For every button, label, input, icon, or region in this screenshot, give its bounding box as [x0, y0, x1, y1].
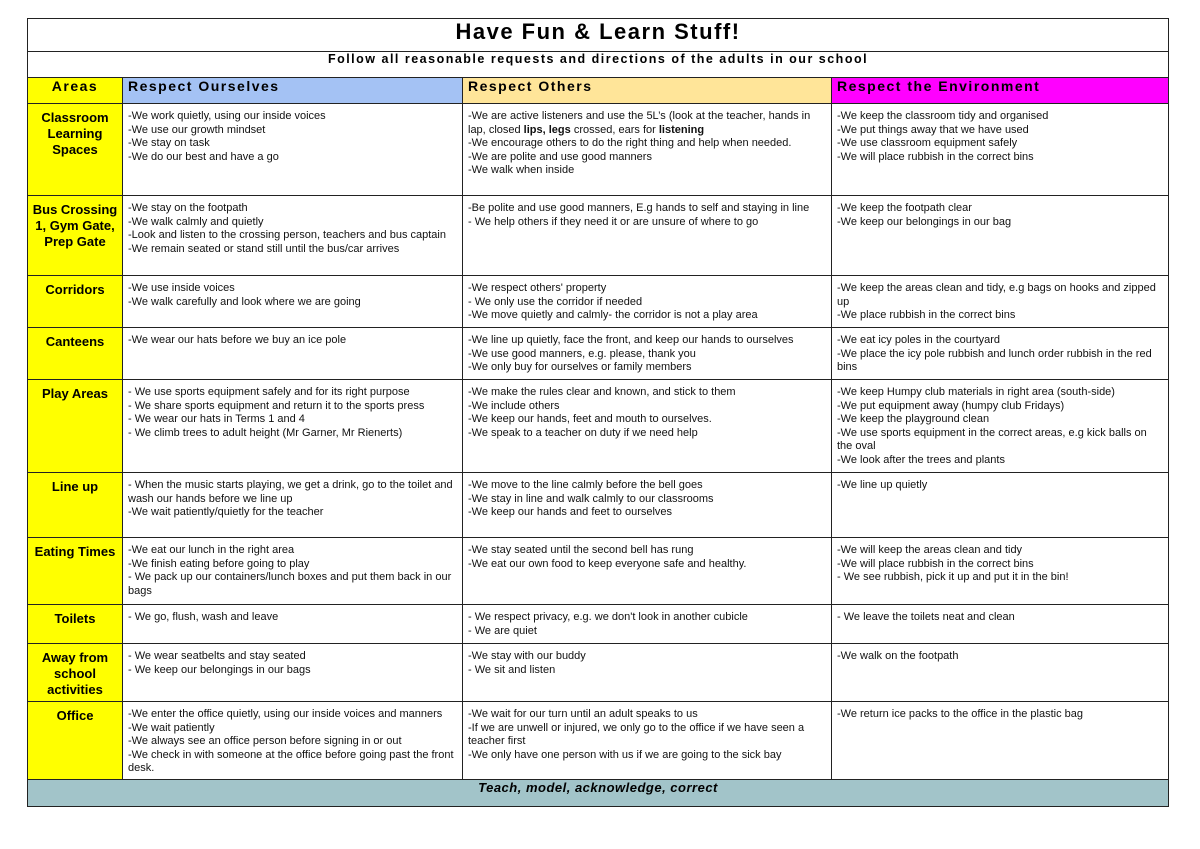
rule-line: -We look after the trees and plants	[837, 453, 1005, 466]
rule-cell-ourselves	[123, 380, 463, 473]
rule-cell-environment	[832, 605, 1169, 644]
rule-cell-ourselves	[123, 605, 463, 644]
rule-cell-environment	[832, 276, 1169, 328]
area-name: Toilets	[28, 605, 123, 644]
rule-line: -We move quietly and calmly- the corridor is not a play area	[468, 309, 758, 322]
rule-line: -We only buy for ourselves or family members	[468, 361, 692, 374]
rule-line: -We speak to a teacher on duty if we need help	[468, 426, 698, 439]
rule-cell-environment	[832, 702, 1169, 780]
rule-line: - We use sports equipment safely and for its right purpose	[128, 386, 410, 398]
rule-line: -We remain seated or stand still until the bus/car arrives	[128, 242, 400, 255]
rule-line: -We move to the line calmly before the bell goes	[468, 479, 703, 491]
page-subtitle: Follow all reasonable requests and directions of the adults in our school	[28, 52, 1169, 78]
rule-line: -We eat our lunch in the right area	[128, 544, 295, 556]
area-name: Away from school activities	[28, 644, 123, 702]
area-row	[28, 276, 1169, 328]
rule-line: -We walk calmly and quietly	[128, 215, 264, 228]
rule-line: -We use inside voices	[128, 282, 235, 294]
rule-line: - We pack up our containers/lunch boxes and put them back in our bags	[128, 571, 452, 597]
rule-cell-others	[463, 276, 832, 328]
rule-line: -We keep the classroom tidy and organised	[837, 110, 1049, 122]
rule-cell-environment	[832, 644, 1169, 702]
rule-cell-ourselves	[123, 473, 463, 538]
rule-line: -We only have one person with us if we are going to the sick bay	[468, 748, 782, 761]
rule-line: -We place the icy pole rubbish and lunch order rubbish in the red bins	[837, 347, 1152, 374]
rule-line: -We always see an office person before signing in or out	[128, 735, 402, 748]
rule-line: -We stay with our buddy	[468, 650, 586, 662]
rule-line: -We will keep the areas clean and tidy	[837, 544, 1023, 556]
rule-line: -We work quietly, using our inside voices	[128, 110, 326, 122]
area-row	[28, 605, 1169, 644]
title-row	[28, 19, 1169, 52]
rule-line: -We are polite and use good manners	[468, 150, 652, 163]
rule-line: -We put things away that we have used	[837, 123, 1029, 136]
rule-line: -We encourage others to do the right thing and help when needed.	[468, 137, 792, 150]
rule-line: -We use good manners, e.g. please, thank you	[468, 347, 696, 360]
rule-line: - We help others if they need it or are unsure of where to go	[468, 215, 759, 228]
rule-line: -We walk on the footpath	[837, 650, 959, 662]
rule-line: - We see rubbish, pick it up and put it in the bin!	[837, 571, 1069, 584]
rule-line: -We keep our hands, feet and mouth to ourselves.	[468, 413, 712, 426]
rule-line: - When the music starts playing, we get a drink, go to the toilet and wash our hands before we line up	[128, 479, 453, 505]
rule-line: -We return ice packs to the office in the plastic bag	[837, 708, 1084, 720]
rule-line: - We share sports equipment and return it to the sports press	[128, 399, 425, 412]
rule-line: -We stay on task	[128, 137, 210, 150]
page-title: Have Fun & Learn Stuff!	[28, 19, 1169, 52]
area-name: Corridors	[28, 276, 123, 328]
rule-cell-ourselves	[123, 644, 463, 702]
area-row	[28, 644, 1169, 702]
area-row	[28, 196, 1169, 276]
rule-line: - We are quiet	[468, 624, 537, 637]
rule-line: -We will place rubbish in the correct bins	[837, 150, 1034, 163]
rule-cell-others	[463, 702, 832, 780]
rule-line: -We respect others' property	[468, 282, 607, 294]
rule-line: -We walk carefully and look where we are going	[128, 295, 361, 308]
rule-line: -We finish eating before going to play	[128, 557, 310, 570]
rule-line: -We eat our own food to keep everyone safe and healthy.	[468, 557, 747, 570]
area-name: Canteens	[28, 328, 123, 380]
rule-line: -We put equipment away (humpy club Fridays)	[837, 399, 1065, 412]
rule-cell-environment	[832, 538, 1169, 605]
rule-line: -We use sports equipment in the correct areas, e.g kick balls on the oval	[837, 426, 1147, 453]
header-respect-others: Respect Others	[463, 78, 832, 104]
rule-cell-ourselves	[123, 328, 463, 380]
rule-cell-ourselves	[123, 276, 463, 328]
rule-cell-environment	[832, 328, 1169, 380]
area-name: Play Areas	[28, 380, 123, 473]
rule-cell-environment	[832, 104, 1169, 196]
area-row	[28, 702, 1169, 780]
rule-line: -We stay in line and walk calmly to our classrooms	[468, 492, 714, 505]
footer-text: Teach, model, acknowledge, correct	[28, 780, 1169, 807]
subtitle-row	[28, 52, 1169, 78]
rule-cell-ourselves	[123, 104, 463, 196]
rule-line: -We make the rules clear and known, and stick to them	[468, 386, 736, 398]
rule-line: - We climb trees to adult height (Mr Garner, Mr Rienerts)	[128, 426, 403, 439]
rule-line: -We include others	[468, 399, 560, 412]
area-name: Line up	[28, 473, 123, 538]
rule-cell-others	[463, 605, 832, 644]
header-areas: Areas	[28, 78, 123, 104]
footer-row	[28, 780, 1169, 807]
rule-line: - We leave the toilets neat and clean	[837, 611, 1015, 623]
rule-line: -We keep the areas clean and tidy, e.g bags on hooks and zipped up	[837, 282, 1156, 308]
area-name: Classroom Learning Spaces	[28, 104, 123, 196]
area-name: Bus Crossing 1, Gym Gate, Prep Gate	[28, 196, 123, 276]
rule-cell-others	[463, 380, 832, 473]
rule-line: -We line up quietly, face the front, and keep our hands to ourselves	[468, 334, 794, 346]
rule-line: -We keep our belongings in our bag	[837, 215, 1012, 228]
rule-cell-others	[463, 473, 832, 538]
rule-line: -We stay on the footpath	[128, 202, 248, 214]
rule-line: -We eat icy poles in the courtyard	[837, 334, 1001, 346]
rule-line: -We keep our hands and feet to ourselves	[468, 506, 673, 519]
area-name: Eating Times	[28, 538, 123, 605]
area-row	[28, 380, 1169, 473]
rule-line: -We check in with someone at the office before going past the front desk.	[128, 748, 454, 775]
rule-line: -We wait patiently	[128, 721, 215, 734]
rule-line: -We wait for our turn until an adult speaks to us	[468, 708, 698, 720]
rule-line: - We go, flush, wash and leave	[128, 611, 279, 623]
rule-line: - We wear seatbelts and stay seated	[128, 650, 306, 662]
rule-cell-others	[463, 328, 832, 380]
area-row	[28, 328, 1169, 380]
rule-line: - We wear our hats in Terms 1 and 4	[128, 413, 305, 426]
rule-line: -We keep Humpy club materials in right area (south-side)	[837, 386, 1115, 398]
rule-line: -We keep the footpath clear	[837, 202, 972, 214]
rule-line: -We use classroom equipment safely	[837, 137, 1018, 150]
rule-cell-ourselves	[123, 702, 463, 780]
area-row	[28, 104, 1169, 196]
rule-line: -We wear our hats before we buy an ice pole	[128, 334, 347, 346]
header-row	[28, 78, 1169, 104]
area-row	[28, 538, 1169, 605]
rule-line: -We line up quietly	[837, 479, 928, 491]
rule-line: -We enter the office quietly, using our inside voices and manners	[128, 708, 443, 720]
rule-line: -We wait patiently/quietly for the teacher	[128, 506, 324, 519]
area-row	[28, 473, 1169, 538]
rule-line: -Look and listen to the crossing person, teachers and bus captain	[128, 229, 446, 242]
rule-cell-others	[463, 644, 832, 702]
rule-line: -We are active listeners and use the 5L’s (look at the teacher, hands in lap, closed lips, legs crossed, ears for listening	[468, 110, 811, 136]
rule-line: -We stay seated until the second bell has rung	[468, 544, 694, 556]
rule-line: -We do our best and have a go	[128, 150, 279, 163]
rule-line: -We walk when inside	[468, 164, 575, 177]
rule-line: - We only use the corridor if needed	[468, 295, 643, 308]
rule-line: -We use our growth mindset	[128, 123, 266, 136]
rule-line: - We sit and listen	[468, 663, 556, 676]
header-respect-ourselves: Respect Ourselves	[123, 78, 463, 104]
rule-line: -If we are unwell or injured, we only go to the office if we have seen a teacher first	[468, 721, 805, 748]
rule-cell-others	[463, 538, 832, 605]
rule-line: - We keep our belongings in our bags	[128, 663, 311, 676]
header-respect-environment: Respect the Environment	[832, 78, 1169, 104]
area-name: Office	[28, 702, 123, 780]
rule-cell-environment	[832, 196, 1169, 276]
rule-line: -We keep the playground clean	[837, 413, 990, 426]
rule-cell-environment	[832, 380, 1169, 473]
rule-line: -Be polite and use good manners, E.g hands to self and staying in line	[468, 202, 810, 214]
rule-cell-ourselves	[123, 538, 463, 605]
rule-cell-ourselves	[123, 196, 463, 276]
rule-cell-others	[463, 196, 832, 276]
rule-cell-others	[463, 104, 832, 196]
rule-line: -We place rubbish in the correct bins	[837, 309, 1016, 322]
rule-line: - We respect privacy, e.g. we don't look in another cubicle	[468, 611, 748, 623]
behaviour-matrix-table	[27, 18, 1169, 807]
rule-line: -We will place rubbish in the correct bins	[837, 557, 1034, 570]
rule-cell-environment	[832, 473, 1169, 538]
